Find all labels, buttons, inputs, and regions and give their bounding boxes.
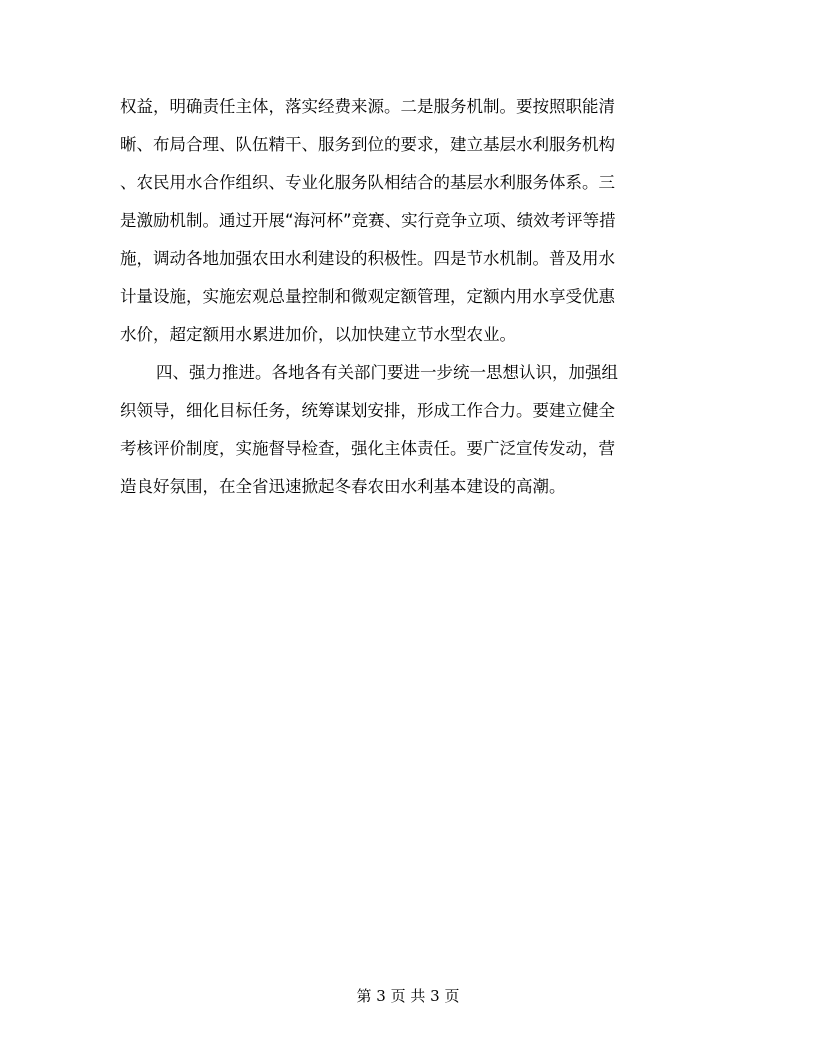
text-line: 织领导，细化目标任务，统筹谋划安排，形成工作合力。要建立健全 <box>120 401 615 420</box>
document-body <box>120 88 700 506</box>
text-line: 权益，明确责任主体，落实经费来源。二是服务机制。要按照职能清 <box>120 97 615 116</box>
text-line: 、农民用水合作组织、专业化服务队相结合的基层水利服务体系。三 <box>120 173 615 192</box>
text-line: 计量设施，实施宏观总量控制和微观定额管理，定额内用水享受优惠 <box>120 287 615 306</box>
text-line: 晰、布局合理、队伍精干、服务到位的要求，建立基层水利服务机构 <box>120 135 615 154</box>
text-line: 四、强力推进。各地各有关部门要进一步统一思想认识，加强组 <box>156 363 618 382</box>
text-line: 施，调动各地加强农田水利建设的积极性。四是节水机制。普及用水 <box>120 249 615 268</box>
text-line: 造良好氛围，在全省迅速掀起冬春农田水利基本建设的高潮。 <box>120 477 566 496</box>
page-footer <box>0 984 816 1008</box>
page-number: 第 3 页 共 3 页 <box>356 987 460 1005</box>
text-line: 水价，超定额用水累进加价，以加快建立节水型农业。 <box>120 325 516 344</box>
text-line: 考核评价制度，实施督导检查，强化主体责任。要广泛宣传发动，营 <box>120 439 615 458</box>
text-line: 是激励机制。通过开展“海河杯”竞赛、实行竞争立项、绩效考评等措 <box>120 211 616 230</box>
